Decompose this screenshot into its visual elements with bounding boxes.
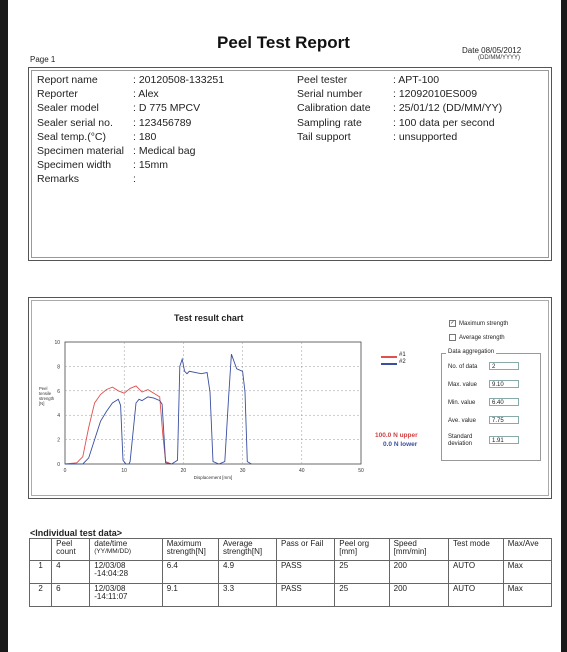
- legend-line-series1: [381, 356, 397, 358]
- table-body: [30, 561, 552, 607]
- table-cell: 3.3: [218, 584, 276, 607]
- info-label: Sealer model: [37, 102, 99, 115]
- table-header-cell: [503, 539, 551, 561]
- table-header-cell: [52, 539, 90, 561]
- info-label: Serial number: [297, 88, 363, 101]
- y-tick-label: 0: [57, 462, 60, 468]
- header-text: Maximum strength[N]: [166, 539, 206, 556]
- y-tick-label: 4: [57, 413, 60, 420]
- info-value: : Alex: [133, 88, 159, 101]
- table-header-cell: [276, 539, 334, 561]
- agg-label-max: Max. value: [448, 382, 478, 388]
- right-edge: [561, 0, 567, 652]
- data-aggregation-title: Data aggregation: [448, 349, 495, 355]
- info-value: : 25/01/12 (DD/MM/YY): [393, 102, 503, 115]
- legend-line-series2: [381, 363, 397, 365]
- x-tick-label: 10: [121, 468, 127, 474]
- avg-strength-option[interactable]: [449, 334, 505, 341]
- table-cell: 12/03/08 -14:11:07: [90, 584, 162, 607]
- report-title: Peel Test Report: [217, 33, 350, 52]
- header-text: Peel count: [56, 539, 76, 556]
- x-tick-label: 30: [239, 468, 246, 474]
- header-text: Peel org [mm]: [339, 539, 370, 556]
- agg-label-stddev: Standard deviation: [448, 434, 473, 447]
- info-label: Seal temp.(°C): [37, 130, 106, 143]
- agg-value-ave: 7.75: [489, 416, 519, 424]
- chart-box: [28, 297, 552, 499]
- agg-value-stddev: 1.91: [489, 436, 519, 444]
- info-label: Specimen material: [37, 145, 124, 157]
- table-cell: 25: [335, 561, 389, 584]
- report-date-format: (DD/MM/YYYY): [478, 55, 520, 61]
- y-tick-label: 6: [57, 388, 60, 395]
- table-cell: 2: [30, 584, 52, 607]
- legend-label-series1: #1: [399, 352, 406, 358]
- agg-label-count: No. of data: [448, 364, 478, 370]
- table-cell: 4.9: [218, 561, 276, 584]
- table-header-cell: [90, 539, 162, 561]
- left-edge: [0, 0, 8, 652]
- max-strength-label: Maximum strength: [459, 320, 509, 327]
- info-value: : unsupported: [393, 130, 458, 143]
- header-subtext: (YY/MM/DD): [94, 548, 132, 555]
- header-text: Average strength[N]: [222, 539, 263, 556]
- table-cell: 200: [389, 561, 448, 584]
- max-strength-checkbox[interactable]: ✓: [450, 320, 455, 326]
- legend-label-series2: #2: [399, 359, 406, 365]
- header-text: Pass or Fail: [280, 539, 324, 548]
- table-cell: Max: [503, 561, 551, 584]
- x-tick-label: 0: [63, 468, 67, 474]
- table-row: [30, 584, 552, 607]
- max-strength-option[interactable]: [449, 320, 508, 327]
- x-tick-label: 20: [180, 468, 187, 474]
- plot-area: [65, 342, 361, 464]
- chart-title: Test result chart: [174, 313, 244, 323]
- upper-limit-label: 100.0 N upper: [375, 432, 418, 439]
- info-value: : 180: [133, 130, 157, 143]
- header-text: Speed [mm/min]: [393, 539, 427, 556]
- table-header-cell: [448, 539, 503, 561]
- report-info-box: [28, 67, 552, 261]
- table-cell: 6: [52, 584, 90, 607]
- info-value: : 12092010ES009: [393, 88, 478, 101]
- info-value: : D 775 MPCV: [133, 102, 201, 115]
- header-text: Max/Ave: [507, 539, 539, 548]
- x-axis-label: Displacement [mm]: [193, 475, 233, 480]
- table-cell: AUTO: [448, 584, 503, 607]
- info-value: :: [133, 173, 136, 186]
- table-cell: Max: [503, 584, 551, 607]
- info-value: : Medical bag: [133, 145, 196, 157]
- table-header-cell: [389, 539, 448, 561]
- y-tick-label: 10: [54, 340, 60, 346]
- agg-label-min: Min. value: [448, 400, 476, 406]
- data-aggregation-panel: [441, 349, 541, 461]
- table-header-cell: [162, 539, 218, 561]
- y-axis-label: Peel tensile strength [N]: [39, 386, 55, 406]
- table-cell: 25: [335, 584, 389, 607]
- table-cell: AUTO: [448, 561, 503, 584]
- page-number: Page 1: [30, 55, 56, 64]
- x-tick-label: 40: [299, 468, 305, 474]
- info-value: : 123456789: [133, 116, 192, 129]
- table-cell: 9.1: [162, 584, 218, 607]
- info-label: Peel tester: [297, 74, 348, 86]
- header-text: Test mode: [452, 539, 490, 548]
- info-label: Report name: [37, 74, 98, 86]
- table-header-row: [30, 539, 552, 561]
- info-label: Specimen width: [37, 159, 112, 172]
- info-value: : 15mm: [133, 159, 169, 172]
- info-label: Tail support: [297, 130, 351, 143]
- table-header-cell: [218, 539, 276, 561]
- individual-data-title: <Individual test data>: [30, 528, 123, 538]
- table-cell: PASS: [276, 561, 334, 584]
- info-label: Remarks: [37, 173, 80, 186]
- avg-strength-label: Average strength: [459, 334, 505, 341]
- x-tick-label: 50: [358, 468, 364, 474]
- table-cell: 6.4: [162, 561, 218, 584]
- agg-value-min: 6.40: [489, 398, 519, 406]
- y-tick-label: 8: [57, 364, 60, 371]
- table-cell: 1: [30, 561, 52, 584]
- table-cell: 200: [389, 584, 448, 607]
- table-cell: PASS: [276, 584, 334, 607]
- info-value: : 20120508-133251: [133, 74, 225, 86]
- table-header-cell: [335, 539, 389, 561]
- info-value: : 100 data per second: [393, 116, 495, 129]
- info-label: Calibration date: [297, 102, 371, 115]
- individual-data-table: [29, 538, 552, 607]
- info-label: Sampling rate: [297, 116, 362, 129]
- table-header-cell: [30, 539, 52, 561]
- info-label: Sealer serial no.: [37, 116, 113, 129]
- lower-limit-label: 0.0 N lower: [383, 441, 418, 448]
- table-cell: 4: [52, 561, 90, 584]
- agg-label-ave: Ave. value: [448, 418, 476, 424]
- info-label: Reporter: [37, 88, 78, 101]
- table-cell: 12/03/08 -14:04:28: [90, 561, 162, 584]
- agg-value-count: 2: [489, 362, 519, 370]
- y-tick-label: 2: [57, 437, 60, 444]
- table-row: [30, 561, 552, 584]
- avg-strength-checkbox[interactable]: [449, 334, 456, 341]
- header-text: date/time: [94, 539, 128, 548]
- report-date: Date 08/05/2012: [462, 46, 522, 55]
- info-value: : APT-100: [393, 74, 440, 86]
- agg-value-max: 9.10: [489, 380, 519, 388]
